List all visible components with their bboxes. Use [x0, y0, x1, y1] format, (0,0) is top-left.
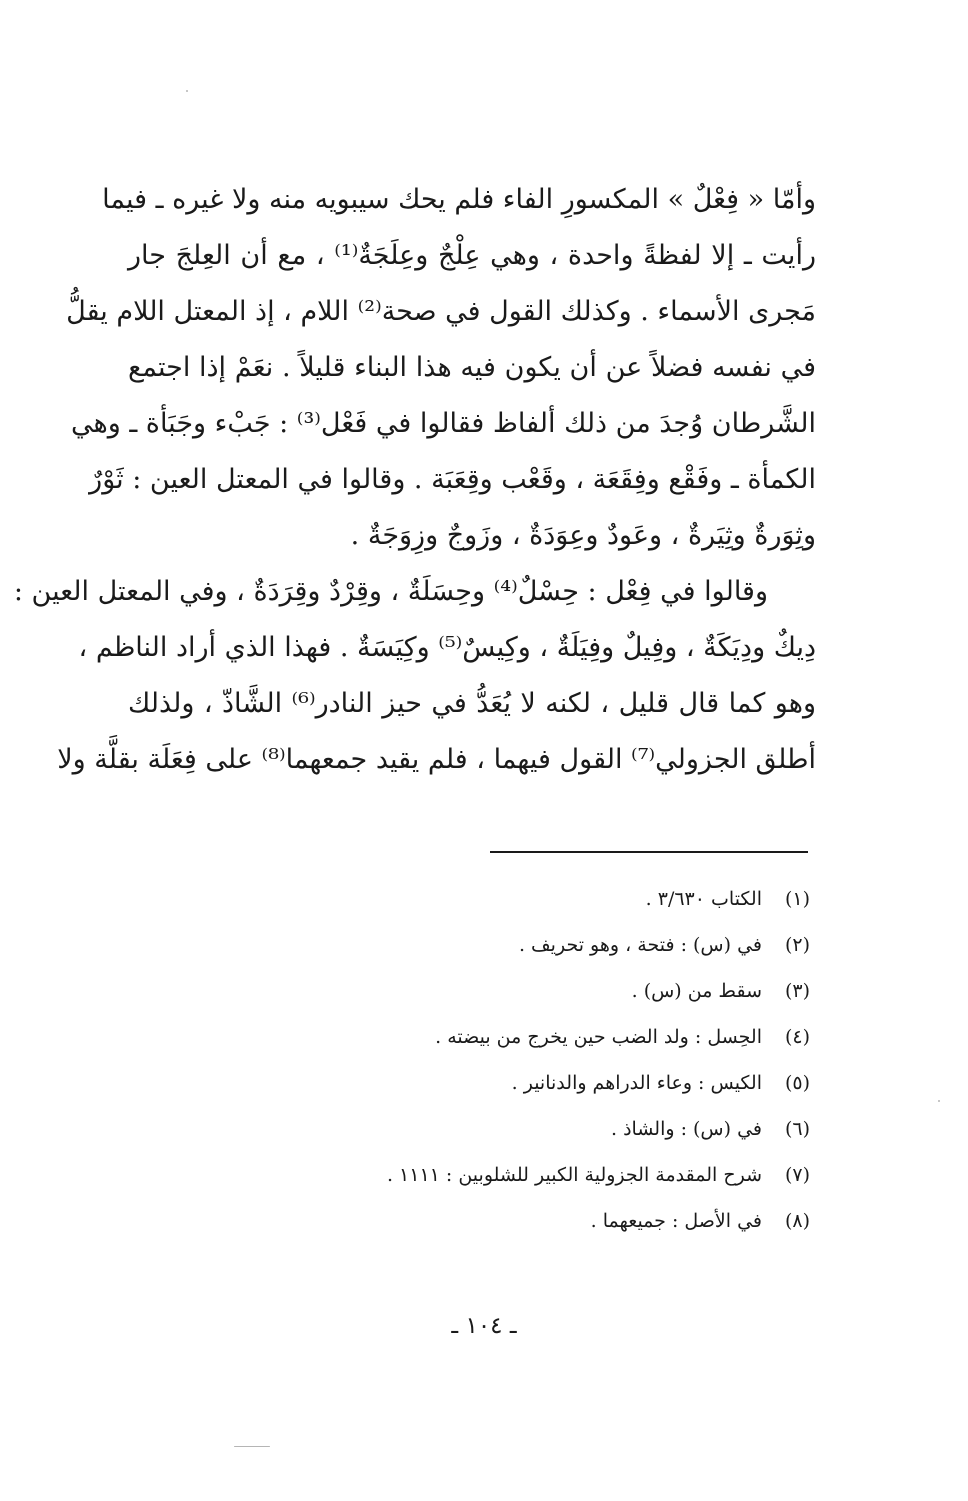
text-line: الكمأة ـ وفَقْع وفِقَعَة ، وقَعْب وقِعَبَة . وقالوا في المعتل العين : ثَوْرٌ	[89, 464, 816, 495]
footnote-number: (٦)	[784, 1118, 810, 1140]
footnote-number: (٥)	[784, 1072, 810, 1094]
footnote-text: الكتاب ٣/٦٣٠ .	[645, 888, 762, 910]
footnote-text: في (س) : والشاذ .	[611, 1118, 762, 1140]
footnote-item	[290, 922, 810, 968]
footnote-item	[290, 1014, 810, 1060]
text-line: دِيكٌ ودِيَكَةٌ ، وفِيلٌ وفِيَلَةٌ ، وكِيسٌ⁽⁵⁾ وكِيَسَةٌ . فهذا الذي أراد الناظم ،	[78, 632, 816, 663]
footnote-number: (٤)	[784, 1026, 810, 1048]
footnote-text: في (س) : فتحة ، وهو تحريف .	[518, 934, 762, 956]
text-line: وأمّا « فِعْلٌ » المكسورِ الفاء فلم يحك سيبويه منه ولا غيره ـ فيما	[102, 184, 816, 215]
footnote-number: (٢)	[784, 934, 810, 956]
text-line: أطلق الجزولي⁽⁷⁾ القول فيهما ، فلم يقيد جمعهما⁽⁸⁾ على فِعَلَة بقلَّة ولا	[57, 744, 816, 775]
footnote-text: شرح المقدمة الجزولية الكبير للشلوبين : ١١١١ .	[386, 1164, 762, 1186]
footnote-number: (٧)	[784, 1164, 810, 1186]
text-line: رأيت ـ إلا لفظةً واحدة ، وهي عِلْجٌ وعِلَجَةٌ⁽¹⁾ ، مع أن العِلجَ جار	[128, 240, 816, 271]
footnote-item	[290, 876, 810, 922]
footnote-number: (٨)	[784, 1210, 810, 1232]
text-line: الشَّرطان وُجدَ من ذلك ألفاظ فقالوا في فَعْل⁽³⁾ : جَبْء وجَبَأة ـ وهي	[70, 408, 816, 439]
footnote-item	[290, 1152, 810, 1198]
scan-speck	[186, 90, 188, 92]
footnote-item	[290, 968, 810, 1014]
scan-speck	[938, 1100, 940, 1102]
text-line: وقالوا في فِعْل : حِسْلٌ⁽⁴⁾ وحِسَلَةٌ ، وقِرْدٌ وقِرَدَةٌ ، وفي المعتل العين :	[13, 576, 768, 607]
text-line: مَجرى الأسماء . وكذلك القول في صحة⁽²⁾ اللام ، إذ المعتل اللام يقلُّ	[66, 296, 816, 327]
footnotes	[290, 876, 810, 1244]
footnote-text: الحِسل : ولد الضب حين يخرج من بيضته .	[435, 1026, 762, 1048]
footnote-item	[290, 1198, 810, 1244]
text-line: في نفسه فضلاً عن أن يكون فيه هذا البناء قليلاً . نعَمْ إذا اجتمع	[128, 352, 816, 383]
footnote-item	[290, 1060, 810, 1106]
footnote-number: (١)	[784, 888, 810, 910]
page-number: ـ ١٠٤ ـ	[451, 1313, 517, 1339]
footnote-text: في الأصل : جميعهما .	[590, 1210, 762, 1232]
footnote-divider	[490, 851, 808, 853]
footnote-item	[290, 1106, 810, 1152]
footnote-text: سقط من (س) .	[631, 980, 762, 1002]
scan-speck	[234, 1446, 270, 1447]
main-text	[13, 172, 817, 788]
text-line: وثِوَرةٌ وثِيَرةٌ ، وعَودٌ وعِوَدَةٌ ، وزَوجٌ وزِوَجَةٌ .	[350, 520, 816, 551]
footnote-text: الكيس : وعاء الدراهم والدنانير .	[511, 1072, 762, 1094]
text-line: وهو كما قال قليل ، لكنه لا يُعَدُّ في حيز النادر⁽⁶⁾ الشَّاذّ ، ولذلك	[128, 688, 817, 719]
footnote-number: (٣)	[784, 980, 810, 1002]
